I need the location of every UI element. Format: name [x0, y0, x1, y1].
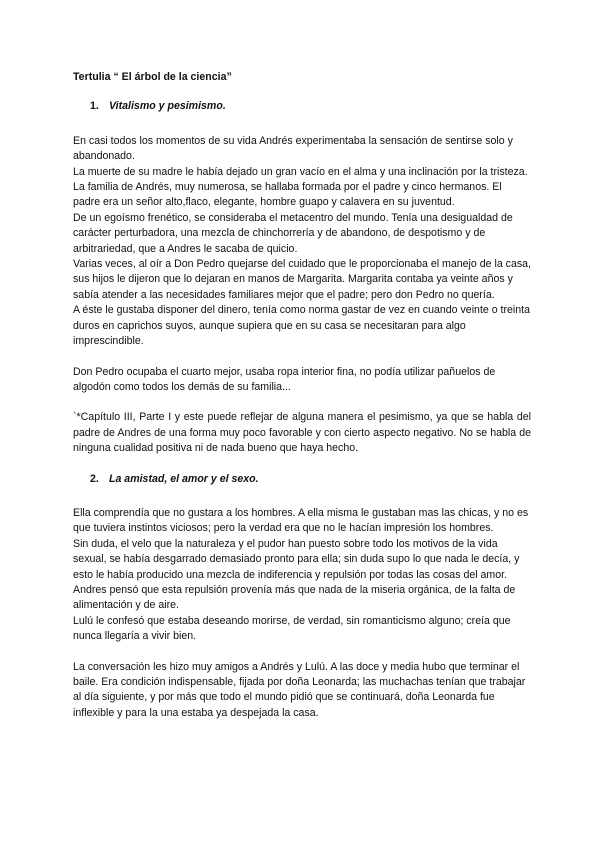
s1-paragraph-1: En casi todos los momentos de su vida Andrés experimentaba la sensación de sentirse solo y abandonado.	[73, 134, 513, 163]
section-1-heading	[90, 99, 531, 114]
s1-paragraph-after: Don Pedro ocupaba el cuarto mejor, usaba ropa interior fina, no podía utilizar pañuelos de algodón como todos los demás de su familia...	[73, 365, 496, 393]
s2-paragraph-after: La conversación les hizo muy amigos a Andrés y Lulú. A las doce y media hubo que terminar el baile. Era condición indispensable, fijada por doña Leonarda; las muchachas tenían que trabajar al día siguiente, y por más que todo el mundo pidió que se continuará, doña Leonarda fue inflexible y para la una estaba ya despejada la casa.	[73, 660, 526, 719]
spacer	[73, 457, 531, 472]
s1-paragraph-5: Varias veces, al oír a Don Pedro quejarse del cuidado que le proporcionaba el manejo de la casa, sus hijos le dijeron que lo dejaran en manos de Margarita. Margarita contaba ya veinte años y sabía atender a las necesidades familiares mejor que el padre; pero don Pedro no quería.	[73, 258, 531, 301]
section-1-title: Vitalismo y pesimismo.	[109, 100, 226, 113]
s1-paragraph-4: De un egoísmo frenético, se consideraba el metacentro del mundo. Tenía una desigualdad de carácter perturbadora, una mezcla de chinchorrería y de abandono, de despotismo y de arbitrariedad, que a Andres le sacaba de quicio.	[73, 211, 513, 255]
section-2-number: 2.	[90, 472, 99, 485]
s1-paragraph-2: La muerte de su madre le había dejado un gran vacío en el alma y una inclinación por la tristeza.	[73, 165, 528, 178]
section-2-heading	[90, 472, 531, 487]
s2-paragraph-4: Lulú le confesó que estaba deseando morirse, de verdad, sin romanticismo alguno; creía que nunca llegaría a vivir bien.	[73, 614, 511, 643]
s2-paragraph-1: Ella comprendía que no gustara a los hombres. A ella misma le gustaban mas las chicas, y no es que tuviera instintos viciosos; pero la verdad era que no le hacían impresión los hombres.	[73, 506, 529, 535]
s2-paragraph-3: Andres pensó que esta repulsión provenía más que nada de la miseria orgánica, de la falta de alimentación y de aire.	[73, 583, 516, 612]
document-page	[73, 70, 531, 721]
spacer	[73, 395, 531, 410]
section-1-number: 1.	[90, 100, 99, 113]
spacer	[73, 350, 531, 365]
s2-paragraph-2: Sin duda, el velo que la naturaleza y el pudor han puesto sobre todo los motivos de la vida sexual, se había desgarrado demasiado pronto para ella; sin duda supo lo que nada le decía, y esto le había producido una mezcla de indiferencia y repulsión por todas las cosas del amor.	[73, 537, 520, 581]
s1-paragraph-3: La familia de Andrés, muy numerosa, se hallaba formada por el padre y cinco hermanos. El padre era un señor alto,flaco, elegante, hombre guapo y calavera en su juventud.	[73, 181, 502, 209]
s1-paragraph-6: A éste le gustaba disponer del dinero, tenía como norma gastar de vez en cuando veinte o treinta duros en caprichos suyos, aunque supiera que en su casa se necesitaran para algo imprescindible.	[73, 304, 530, 348]
s1-note: `*Capítulo III, Parte I y este puede reflejar de alguna manera el pesimismo, ya que se habla del padre de Andres de una forma muy poco favorable y con cierto aspecto negativo. No se habla de ninguna cualidad positiva ni de nada bueno que haya hecho.	[73, 411, 531, 455]
document-title: Tertulia “ El árbol de la ciencia”	[73, 71, 232, 83]
spacer	[73, 645, 531, 660]
section-2-title: La amistad, el amor y el sexo.	[109, 472, 259, 485]
